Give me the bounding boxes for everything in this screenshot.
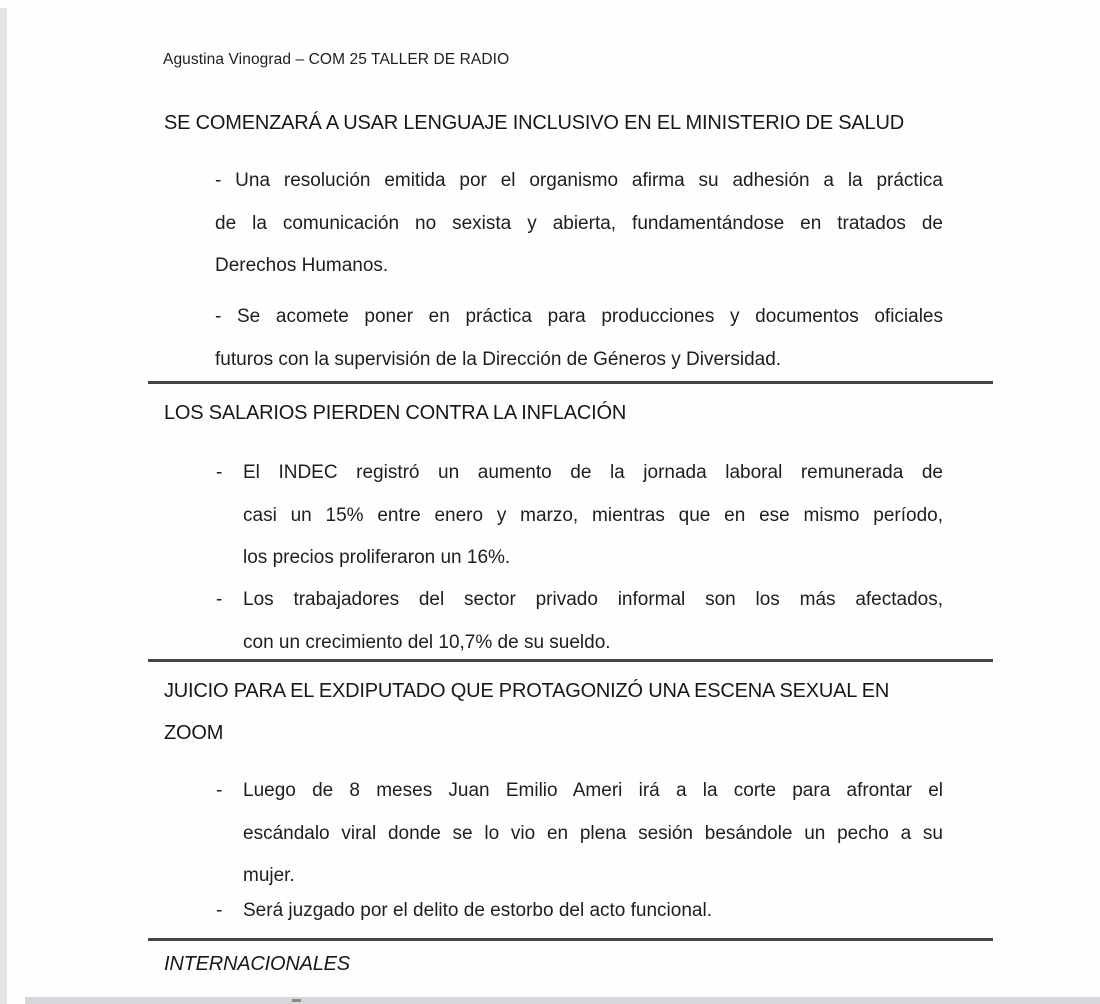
- paragraph-line: Será juzgado por el delito de estorbo del acto funcional.: [243, 900, 712, 921]
- paragraph-line: escándalo viral donde se lo vio en plena sesión besándole un pecho a su: [243, 822, 943, 844]
- paragraph-line: - Se acomete poner en práctica para producciones y documentos oficiales: [215, 306, 943, 327]
- list-item: [216, 770, 943, 898]
- headline-lenguaje-inclusivo: SE COMENZARÁ A USAR LENGUAJE INCLUSIVO EN EL MINISTERIO DE SALUD: [164, 112, 904, 134]
- paragraph-line: futuros con la supervisión de la Dirección de Géneros y Diversidad.: [215, 348, 782, 370]
- headline-salarios-inflacion: LOS SALARIOS PIERDEN CONTRA LA INFLACIÓN: [164, 402, 627, 424]
- paragraph-line: los precios proliferaron un 16%.: [243, 547, 511, 568]
- list-item: [216, 452, 943, 580]
- paragraph: [215, 160, 943, 288]
- left-edge-strip: [0, 8, 7, 1004]
- paragraph-line: con un crecimiento del 10,7% de su sueldo.: [243, 631, 611, 653]
- bullet-dash: -: [216, 462, 223, 483]
- paragraph-line: mujer.: [243, 865, 295, 886]
- headline-line: JUICIO PARA EL EXDIPUTADO QUE PROTAGONIZÓ UNA ESCENA SEXUAL EN: [164, 680, 890, 702]
- paragraph-line: Derechos Humanos.: [215, 255, 389, 276]
- bullet-dash: -: [216, 780, 223, 801]
- list-item: [216, 890, 943, 933]
- section-divider: [148, 659, 993, 662]
- headline-line: ZOOM: [164, 722, 224, 744]
- list-item-text: [243, 770, 943, 898]
- document-author-header: Agustina Vinograd – COM 25 TALLER DE RADIO: [163, 51, 510, 68]
- list-item-text: [243, 452, 943, 580]
- paragraph-line: El INDEC registró un aumento de la jornada laboral remunerada de: [243, 462, 943, 483]
- bottom-edge-strip: [25, 997, 1100, 1004]
- paragraph-line: - Una resolución emitida por el organismo afirma su adhesión a la práctica: [215, 170, 943, 191]
- headline-internacionales: INTERNACIONALES: [164, 953, 350, 975]
- section-divider: [148, 381, 993, 384]
- section-divider: [148, 938, 993, 941]
- list-item: [216, 579, 943, 664]
- paragraph-line: Los trabajadores del sector privado informal son los más afectados,: [243, 589, 943, 610]
- cutoff-bullet-dash: [292, 999, 301, 1002]
- bullet-dash: -: [216, 900, 223, 921]
- paragraph: [215, 296, 943, 381]
- list-item-text: [243, 579, 943, 664]
- list-item-text: [243, 890, 943, 933]
- paragraph-line: de la comunicación no sexista y abierta, fundamentándose en tratados de: [215, 212, 943, 234]
- headline-juicio-exdiputado: [164, 670, 964, 754]
- bullet-dash: -: [216, 589, 223, 610]
- paragraph-line: casi un 15% entre enero y marzo, mientras que en ese mismo período,: [243, 504, 943, 526]
- paragraph-line: Luego de 8 meses Juan Emilio Ameri irá a la corte para afrontar el: [243, 780, 943, 801]
